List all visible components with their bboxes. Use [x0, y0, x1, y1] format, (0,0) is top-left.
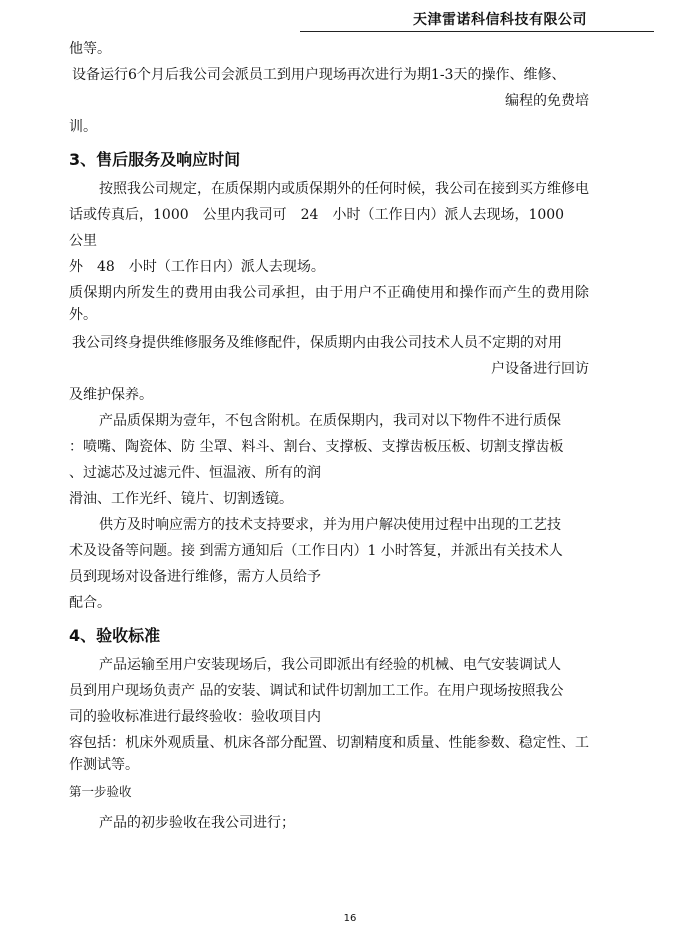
text-line: 编程的免费培: [505, 93, 589, 109]
text-line: 话或传真后，1000 公里内我司可 24 小时（工作日内）派人去现场，1000 公里: [69, 207, 579, 249]
text-line: 按照我公司规定，在质保期内或质保期外的任何时候，我公司在接到买方维修电: [99, 181, 589, 197]
text-line: 司的验收标准进行最终验收：验收项目内: [69, 709, 321, 725]
text-paragraph: 容包括：机床外观质量、机床各部分配置、切割精度和质量、性能参数、稳定性、工作测试等。: [69, 735, 589, 773]
text-line: 训。: [69, 119, 97, 135]
text-line: 供方及时响应需方的技术支持要求，并为用户解决使用过程中出现的工艺技: [99, 517, 561, 533]
header-company-name: 天津雷诺科信科技有限公司: [413, 12, 587, 28]
text-line: 他等。: [69, 41, 111, 57]
text-line: 员到现场对设备进行维修，需方人员给予: [69, 569, 321, 585]
text-line: 我公司终身提供维修服务及维修配件，保质期内由我公司技术人员不定期的对用: [72, 335, 562, 351]
header-rule: [300, 31, 654, 32]
text-line: 滑油、工作光纤、镜片、切割透镜。: [69, 491, 293, 507]
text-line: ：喷嘴、陶瓷体、防 尘罩、料斗、割台、支撑板、支撑齿板压板、切割支撑齿板: [69, 439, 564, 455]
text-line: 产品的初步验收在我公司进行；: [99, 815, 295, 831]
text-line: 外 48 小时（工作日内）派人去现场。: [69, 259, 325, 275]
text-line: 员到用户现场负责产 品的安装、调试和试件切割加工工作。在用户现场按照我公: [69, 683, 564, 699]
text-line: 配合。: [69, 595, 111, 611]
text-paragraph: 质保期内所发生的费用由我公司承担，由于用户不正确使用和操作而产生的费用除外。: [69, 285, 589, 323]
text-line: 产品运输至用户安装现场后，我公司即派出有经验的机械、电气安装调试人: [99, 657, 561, 673]
page-number: 16: [343, 913, 357, 924]
text-line: 术及设备等问题。接 到需方通知后（工作日内）1 小时答复，并派出有关技术人: [69, 543, 563, 559]
section-heading-3: 3、售后服务及响应时间: [69, 150, 241, 169]
text-line: 户设备进行回访: [491, 361, 589, 377]
section-heading-4: 4、验收标准: [69, 626, 161, 645]
subheading-step-one: 第一步验收: [69, 784, 132, 799]
text-line: 、过滤芯及过滤元件、恒温液、所有的润: [69, 465, 321, 481]
document-body: [69, 36, 589, 836]
text-line: 产品质保期为壹年，不包含附机。在质保期内，我司对以下物件不进行质保: [99, 413, 561, 429]
text-line: 设备运行6个月后我公司会派员工到用户现场再次进行为期1-3天的操作、维修、: [72, 67, 566, 83]
text-line: 及维护保养。: [69, 387, 153, 403]
